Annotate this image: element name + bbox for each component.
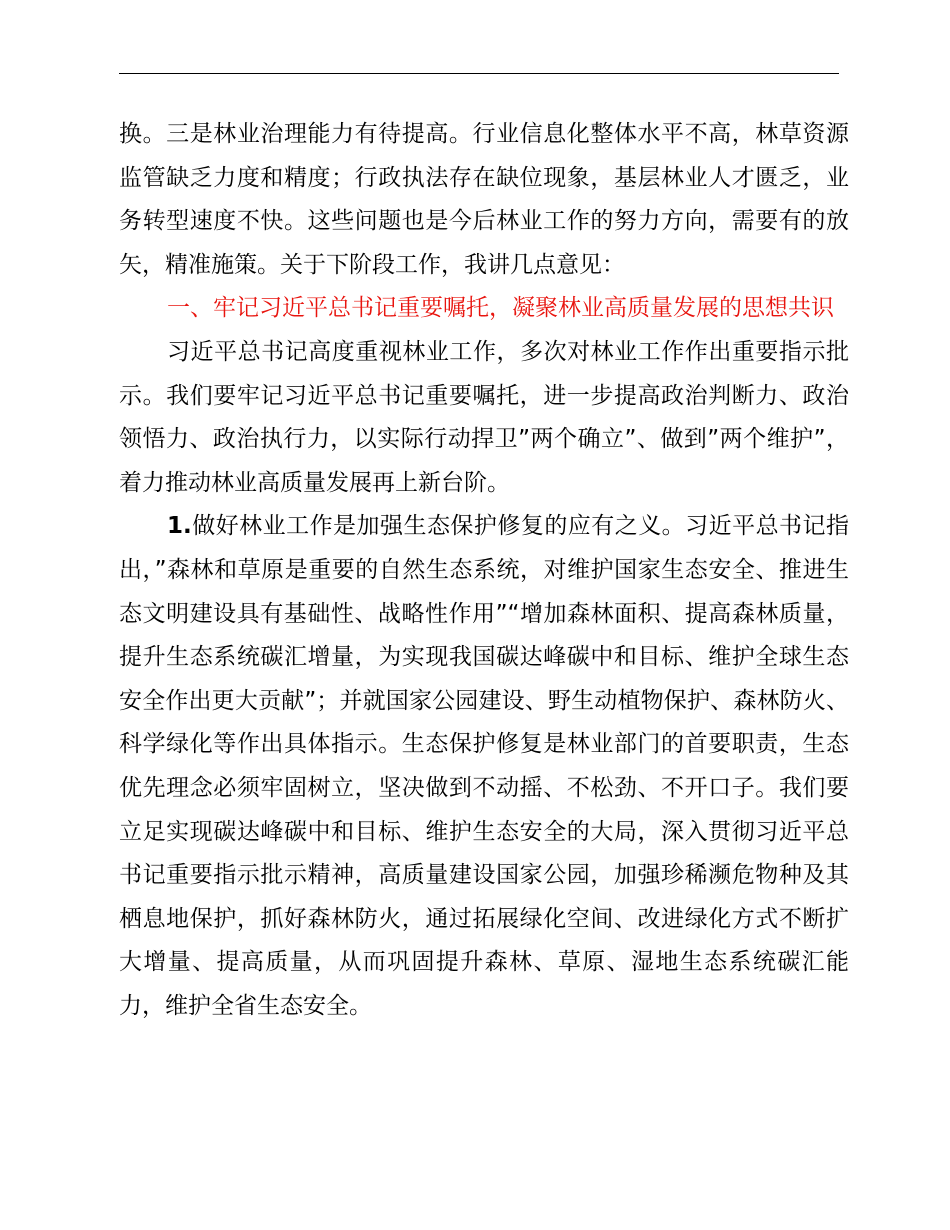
section-heading: 一、牢记习近平总书记重要嘱托，凝聚林业高质量发展的思想共识: [167, 295, 834, 322]
item-1-text: 做好林业工作是加强生态保护修复的应有之义。习近平总书记指出，”森林和草原是重要的自然生态系统，对维护国家生态安全、推进生态文明建设具有基础性、战略性作用”“增加森林面积、提高森林质量，提升生态系统碳汇增量，为实现我国碳达峰碳中和目标、维护全球生态安全作出更大贡献”；并就国家公园建设、野生动植物保护、森林防火、科学绿化等作出具体指示。生态保护修复是林业部门的首要职责，生态优先理念必须牢固树立，坚决做到不动摇、不松劲、不开口子。我们要立足实现碳达峰碳中和目标、维护生态安全的大局，深入贯彻习近平总书记重要指示批示精神，高质量建设国家公园，加强珍稀濒危物种及其栖息地保护，抓好森林防火，通过拓展绿化空间、改进绿化方式不断扩大增量、提高质量，从而巩固提升森林、草原、湿地生态系统碳汇能力，维护全省生态安全。: [119, 513, 849, 1019]
item-1-paragraph: [119, 505, 849, 1028]
section-intro-paragraph: 习近平总书记高度重视林业工作，多次对林业工作作出重要指示批示。我们要牢记习近平总书记重要嘱托，进一步提高政治判断力、政治领悟力、政治执行力，以实际行动捍卫”两个确立”、做到”两个维护”，着力推动林业高质量发展再上新台阶。: [119, 338, 849, 496]
header-rule: [119, 73, 839, 74]
paragraph-continuation: 换。三是林业治理能力有待提高。行业信息化整体水平不高，林草资源监管缺乏力度和精度；行政执法存在缺位现象，基层林业人才匮乏，业务转型速度不快。这些问题也是今后林业工作的努力方向，需要有的放矢，精准施策。关于下阶段工作，我讲几点意见：: [119, 121, 849, 278]
item-1-number: 1.: [167, 513, 192, 540]
document-body: [119, 113, 849, 1028]
